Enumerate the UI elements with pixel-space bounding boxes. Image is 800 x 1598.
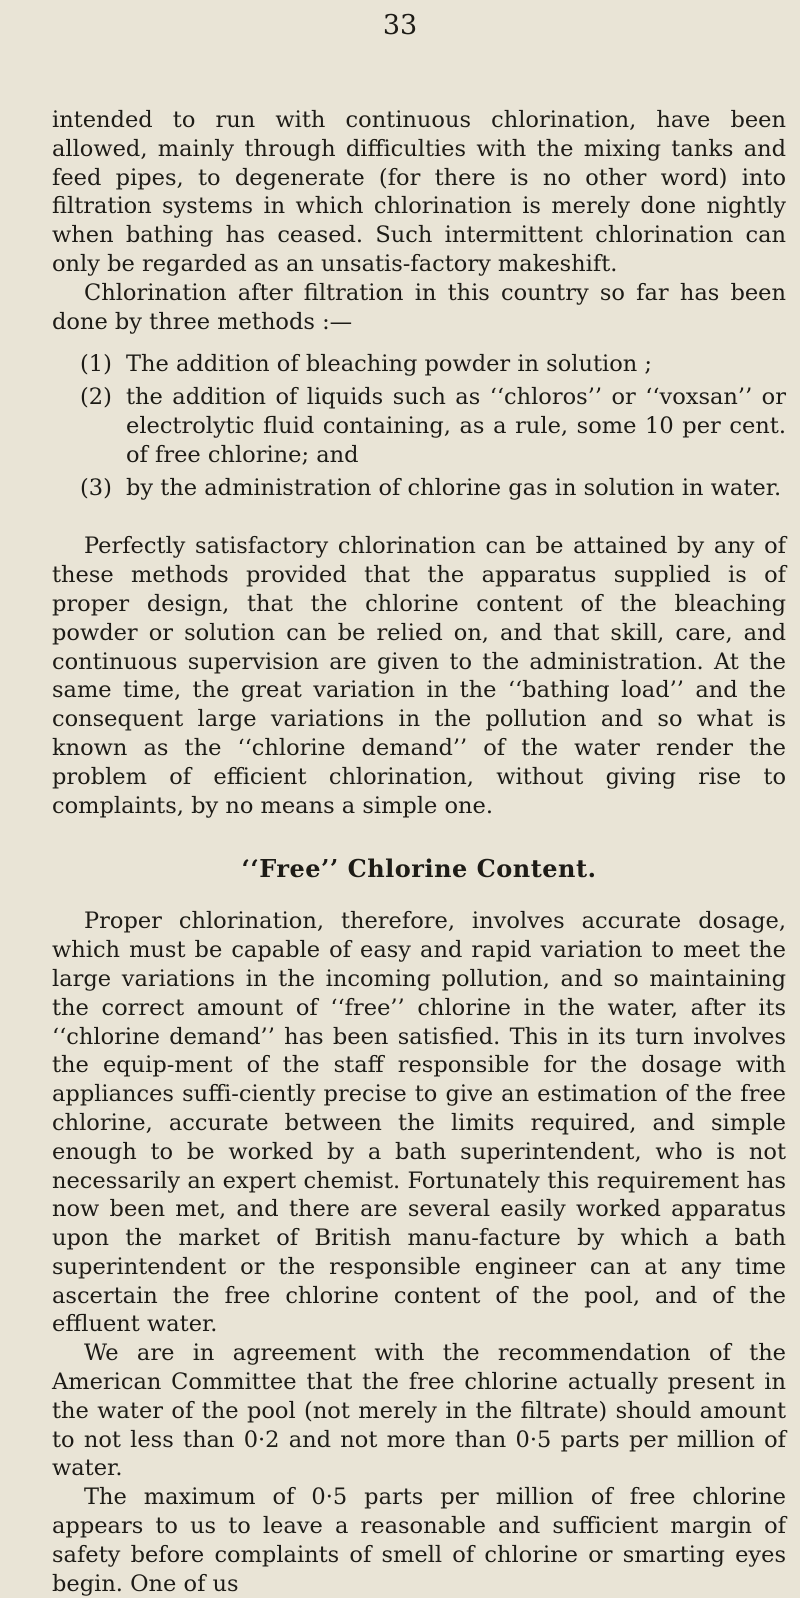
page-number: 33 <box>382 10 418 41</box>
paragraph-proper-chlorination: Proper chlorination, therefore, involves accurate dosage, which must be capable of easy and rapid variation to meet the large variations in the incoming pollution, and so maintaining the correct amount of ‘‘free’’ chlorine in the water, after its ‘‘chlorine demand’’ has been satisfied. This in its turn involves the equip-ment of the staff responsible for the dosage with appliances suffi-ciently precise to give an estimation of the free chlorine, accurate between the limits required, and simple enough to be worked by a bath superintendent, who is not necessarily an expert chemist. Fortunately this requirement has now been met, and there are several easily worked apparatus upon the market of British manu-facture by which a bath superintendent or the responsible engineer can at any time ascertain the free chlorine content of the pool, and of the effluent water. <box>52 908 786 1338</box>
list-item <box>80 474 786 503</box>
list-item <box>80 350 786 379</box>
body-text <box>52 106 786 1598</box>
paragraph-american-committee: We are in agreement with the recommendation of the American Committee that the free chlorine actually present in the water of the pool (not merely in the filtrate) should amount to not less than 0·2 and not more than 0·5 parts per million of water. <box>52 1340 786 1482</box>
list-number: (1) <box>80 351 112 378</box>
list-text: The addition of bleaching powder in solution ; <box>126 351 652 378</box>
section-heading: ‘‘Free’’ Chlorine Content. <box>241 854 597 884</box>
list-number: (3) <box>80 474 112 501</box>
list-text: by the administration of chlorine gas in solution in water. <box>126 474 782 501</box>
methods-list <box>80 350 786 502</box>
list-item <box>80 383 786 469</box>
list-text: the addition of liquids such as ‘‘chloros’’ or ‘‘voxsan’’ or electrolytic fluid containing, as a rule, some 10 per cent. of free chlorine; and <box>126 384 786 468</box>
paragraph-satisfactory: Perfectly satisfactory chlorination can be attained by any of these methods provided that the apparatus supplied is of proper design, that the chlorine content of the bleaching powder or solution can be relied on, and that skill, care, and continuous supervision are given to the administration. At the same time, the great variation in the ‘‘bathing load’’ and the consequent large variations in the pollution and so what is known as the ‘‘chlorine demand’’ of the water render the problem of efficient chlorination, without giving rise to complaints, by no means a simple one. <box>52 533 786 819</box>
paragraph-continuation: intended to run with continuous chlorination, have been allowed, mainly through difficulties with the mixing tanks and feed pipes, to degenerate (for there is no other word) into filtration systems in which chlorination is merely done nightly when bathing has ceased. Such intermittent chlorination can only be regarded as an unsatis-factory makeshift. <box>52 107 786 277</box>
paragraph-maximum: The maximum of 0·5 parts per million of free chlorine appears to us to leave a reasonable and sufficient margin of safety before complaints of smell of chlorine or smarting eyes begin. One of us <box>52 1484 786 1597</box>
paragraph-methods-intro: Chlorination after filtration in this country so far has been done by three methods :— <box>52 279 786 335</box>
list-number: (2) <box>80 384 112 411</box>
